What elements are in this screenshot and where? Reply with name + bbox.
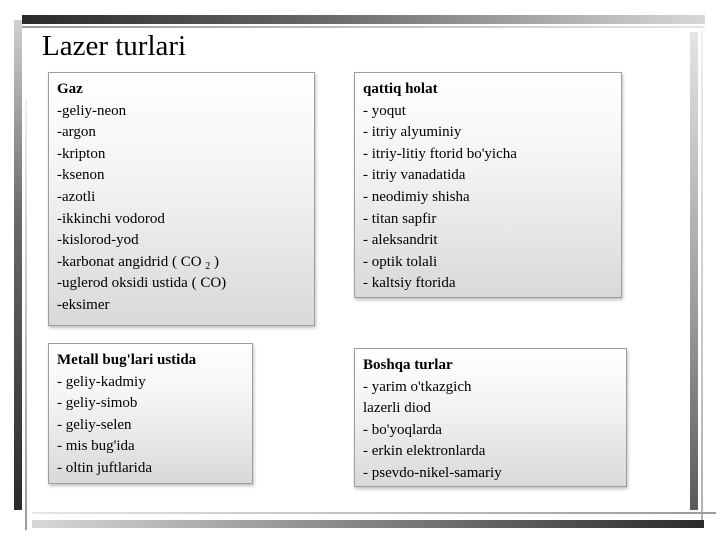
co2-suffix: ) xyxy=(210,253,220,270)
list-item: - titan sapfir xyxy=(363,210,437,227)
list-item: -kislorod-yod xyxy=(57,232,139,249)
list-item: - geliy-selen xyxy=(57,416,132,433)
frame-bottom-thin-line xyxy=(32,512,716,514)
list-item: - geliy-simob xyxy=(57,395,138,412)
list-item: - itriy-litiy ftorid bo'yicha xyxy=(363,145,517,162)
solid-state-lasers-box xyxy=(354,72,622,298)
list-item: - neodimiy shisha xyxy=(363,188,470,205)
list-item: -uglerod oksidi ustida ( CO) xyxy=(57,275,227,292)
list-item: -geliy-neon xyxy=(57,102,127,119)
list-item: - kaltsiy ftorida xyxy=(363,275,456,292)
box-heading: Metall bug'lari ustida xyxy=(57,352,197,368)
co2-prefix: -karbonat angidrid ( CO xyxy=(57,253,202,270)
other-lasers-box xyxy=(354,348,627,487)
list-item: -azotli xyxy=(57,188,96,205)
frame-right-bar xyxy=(690,32,698,510)
frame-left-thin-line xyxy=(25,100,27,530)
gas-lasers-box xyxy=(48,72,315,326)
box-heading: qattiq holat xyxy=(363,81,438,97)
list-item: - oltin juftlarida xyxy=(57,459,152,476)
list-item: lazerli diod xyxy=(363,400,431,417)
list-item-co2 xyxy=(57,252,306,274)
list-item: - optik tolali xyxy=(363,253,438,270)
list-item: - psevdo-nikel-samariy xyxy=(363,464,502,481)
metal-vapor-lasers-box xyxy=(48,343,253,484)
box-heading: Gaz xyxy=(57,81,83,97)
list-item: - bo'yoqlarda xyxy=(363,421,442,438)
box-heading: Boshqa turlar xyxy=(363,357,453,373)
frame-left-bar xyxy=(14,20,22,510)
list-item: -ksenon xyxy=(57,167,105,184)
frame-right-thin-line xyxy=(701,30,703,520)
list-item: - aleksandrit xyxy=(363,232,438,249)
frame-top-bar xyxy=(22,15,705,24)
list-item: - yoqut xyxy=(363,102,406,119)
list-item: - mis bug'ida xyxy=(57,438,135,455)
list-item: -kripton xyxy=(57,145,106,162)
list-item: - itriy alyuminiy xyxy=(363,124,462,141)
slide-title: Lazer turlari xyxy=(42,30,187,62)
co2-subscript: 2 xyxy=(205,260,211,272)
list-item: - erkin elektronlarda xyxy=(363,443,486,460)
list-item: - itriy vanadatida xyxy=(363,167,466,184)
list-item: -ikkinchi vodorod xyxy=(57,210,165,227)
frame-bottom-bar xyxy=(32,520,704,528)
list-item: -argon xyxy=(57,124,96,141)
list-item: - yarim o'tkazgich xyxy=(363,378,472,395)
list-item: - geliy-kadmiy xyxy=(57,373,146,390)
list-item: -eksimer xyxy=(57,296,110,313)
